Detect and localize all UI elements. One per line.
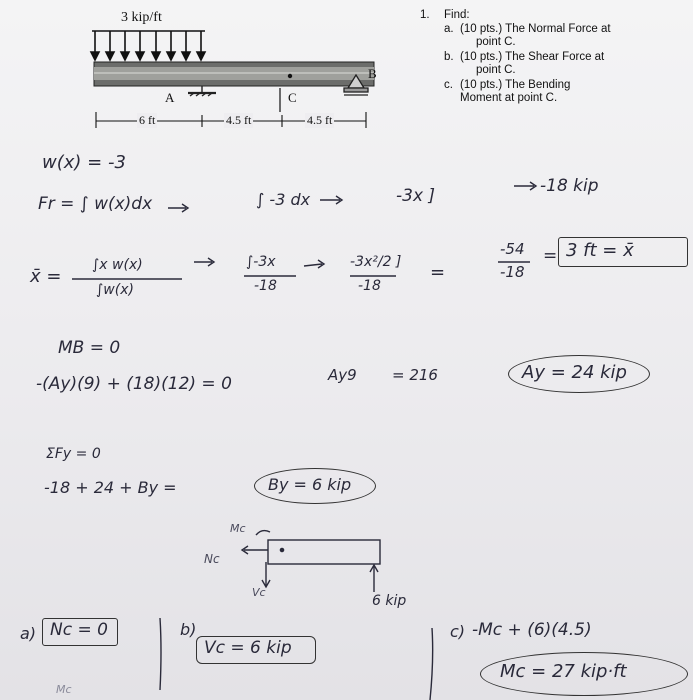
xbar-step-numerator: ∫-3x xyxy=(246,254,276,270)
question-b-line1: (10 pts.) The Shear Force at xyxy=(460,51,605,63)
question-c-line1: (10 pts.) The Bending xyxy=(460,79,571,91)
xbar-result: 3 ft = x̄ xyxy=(566,240,634,261)
answer-b-label: b) xyxy=(180,620,197,639)
xbar-label: x̄ = xyxy=(30,266,62,287)
question-b-line2: point C. xyxy=(476,64,516,76)
load-label: 3 kip/ft xyxy=(121,10,162,25)
equals-sign: = xyxy=(430,262,446,283)
dim-4-5ft-left: 4.5 ft xyxy=(226,113,252,127)
arrow-right xyxy=(320,196,342,204)
question-number: 1. xyxy=(420,9,430,21)
w-of-x-line: w(x) = -3 xyxy=(42,152,126,173)
load-arrow xyxy=(152,31,160,60)
xbar-numerator: ∫x w(x) xyxy=(92,257,143,273)
fbd-mc-label: Mc xyxy=(230,522,246,535)
distributed-load-arrows xyxy=(91,31,205,60)
xbar-eval-denominator: -18 xyxy=(358,278,381,294)
by-result: By = 6 kip xyxy=(268,475,352,494)
point-a-label: A xyxy=(165,90,175,105)
load-arrow xyxy=(167,31,175,60)
question-c-letter: c. xyxy=(444,79,453,91)
question-a-letter: a. xyxy=(444,23,454,35)
arrow-right xyxy=(168,204,188,212)
sum-fy-equation: -18 + 24 + By = xyxy=(44,478,177,497)
question-title: Find: xyxy=(444,9,470,21)
load-arrow xyxy=(106,31,114,60)
question-a-line2: point C. xyxy=(476,36,516,48)
xbar-fraction-numerator: -54 xyxy=(500,240,525,258)
fr-result: -18 kip xyxy=(540,176,599,196)
answer-a-label: a) xyxy=(20,624,37,643)
arrow-right xyxy=(514,182,536,190)
ay-result: Ay = 24 kip xyxy=(522,362,627,383)
dim-4-5ft-right: 4.5 ft xyxy=(307,113,333,127)
question-a-line1: (10 pts.) The Normal Force at xyxy=(460,23,611,35)
answer-b: Vc = 6 kip xyxy=(204,638,292,658)
integral-step: ∫ -3 dx xyxy=(256,190,311,209)
answer-c-equation: -Mc + (6)(4.5) xyxy=(472,620,592,640)
support-a xyxy=(188,86,216,96)
arrow-right xyxy=(304,260,324,268)
xbar-denominator: ∫w(x) xyxy=(96,282,134,298)
arrow-right xyxy=(194,258,214,266)
fbd-beam xyxy=(268,540,380,564)
corner-note: Mc xyxy=(56,683,72,696)
load-arrow xyxy=(197,31,205,60)
answer-c-result: Mc = 27 kip·ft xyxy=(500,661,627,682)
point-b-label: B xyxy=(368,66,377,81)
question-b-letter: b. xyxy=(444,51,454,63)
load-arrow xyxy=(121,31,129,60)
load-arrow xyxy=(91,31,99,60)
answer-separator xyxy=(160,618,161,690)
point-c-label: C xyxy=(288,90,297,105)
moment-equation: -(Ay)(9) + (18)(12) = 0 xyxy=(36,374,232,394)
equals-sign: = xyxy=(543,246,558,266)
fr-line: Fr = ∫ w(x)dx xyxy=(38,194,153,214)
answer-c-label: c) xyxy=(450,622,466,641)
free-body-diagram xyxy=(242,531,380,592)
sum-fy-line: ΣFy = 0 xyxy=(46,446,101,462)
ay-216: = 216 xyxy=(392,366,438,384)
fbd-load-label: 6 kip xyxy=(372,593,407,609)
question-c-line2: Moment at point C. xyxy=(460,92,558,104)
fbd-moment-arc xyxy=(256,531,270,535)
xbar-step-denominator: -18 xyxy=(254,278,277,294)
ay-times-9: Ay9 xyxy=(328,366,357,384)
moment-b-line: MB = 0 xyxy=(58,338,121,358)
fbd-vc-label: Vc xyxy=(252,586,266,599)
load-arrow xyxy=(136,31,144,60)
beam xyxy=(94,62,374,86)
integral-eval: -3x ] xyxy=(396,186,436,206)
answer-a: Nc = 0 xyxy=(50,620,108,640)
xbar-eval-numerator: -3x²/2 ] xyxy=(350,254,402,270)
dim-6ft: 6 ft xyxy=(139,113,156,127)
answer-separator xyxy=(430,628,433,700)
xbar-fraction-denominator: -18 xyxy=(500,263,525,281)
point-c-marker xyxy=(288,74,292,78)
fbd-nc-label: Nc xyxy=(204,552,220,566)
load-arrow xyxy=(182,31,190,60)
